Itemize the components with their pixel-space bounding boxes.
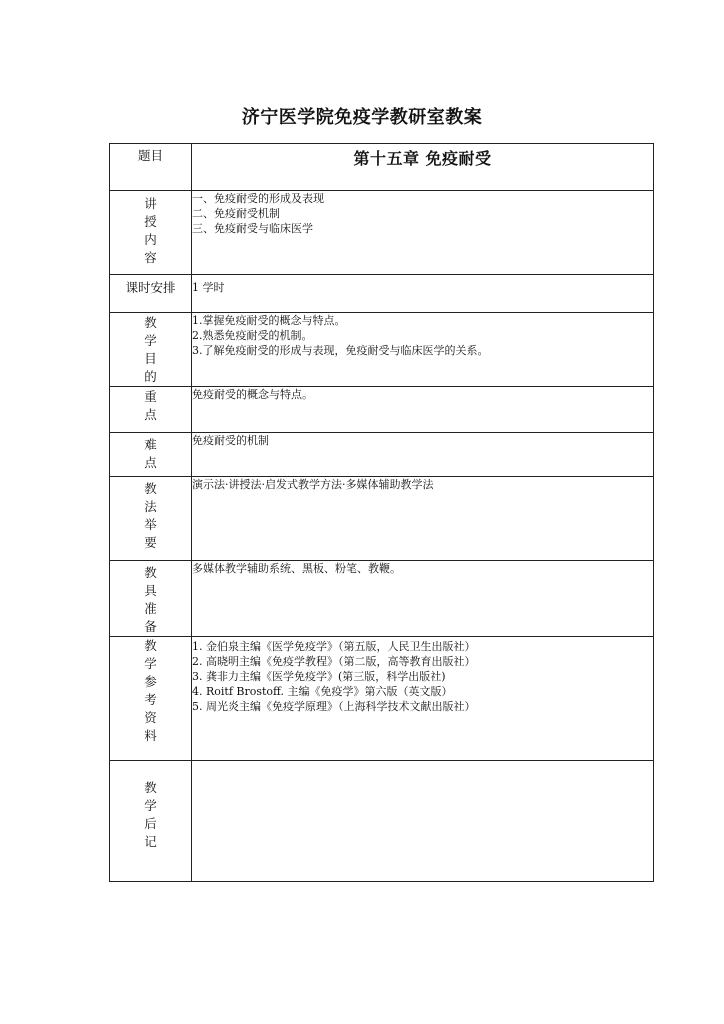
difficult-label-char: 难: [144, 437, 157, 452]
row-tools: [110, 561, 654, 637]
tools-value: 多媒体教学辅助系统、黑板、粉笔、教鞭。: [192, 562, 401, 575]
notes-label-char: 教: [144, 780, 157, 795]
objectives-label-char: 教: [144, 315, 157, 330]
tools-value-cell: [192, 561, 654, 637]
references-value-cell: [192, 637, 654, 761]
reference-line: 1. 金伯泉主编《医学免疫学》（第五版，人民卫生出版社）: [192, 640, 476, 653]
key-value-cell: [192, 387, 654, 433]
content-line: 一、免疫耐受的形成及表现: [192, 192, 324, 205]
topic-label: 题目: [137, 148, 163, 163]
row-content: [110, 191, 654, 275]
difficult-value-cell: [192, 433, 654, 477]
hours-value-cell: [192, 275, 654, 313]
references-label-char: 学: [144, 656, 157, 671]
chapter-title: 第十五章 免疫耐受: [353, 149, 492, 168]
references-label-char: 资: [144, 710, 157, 725]
row-hours: [110, 275, 654, 313]
objective-line: 1.掌握免疫耐受的概念与特点。: [192, 314, 346, 327]
row-objectives: [110, 313, 654, 387]
objective-line: 3.了解免疫耐受的形成与表现，免疫耐受与临床医学的关系。: [192, 344, 489, 357]
hours-label-cell: [110, 275, 192, 313]
content-label-char: 讲: [144, 196, 157, 211]
content-line: 二、免疫耐受机制: [192, 207, 280, 220]
objectives-label-char: 的: [144, 369, 157, 384]
references-label-char: 料: [144, 728, 157, 743]
content-line: 三、免疫耐受与临床医学: [192, 222, 313, 235]
methods-value-cell: [192, 477, 654, 561]
reference-line: 2. 高晓明主编《免疫学教程》（第二版，高等教育出版社）: [192, 655, 476, 668]
references-label-char: 教: [144, 638, 157, 653]
topic-value-cell: [192, 144, 654, 191]
hours-value: 1 学时: [192, 281, 225, 294]
reference-line: 5. 周光炎主编《免疫学原理》（上海科学技术文献出版社）: [192, 700, 476, 713]
row-topic: [110, 144, 654, 191]
row-methods: [110, 477, 654, 561]
tools-label-char: 具: [144, 583, 157, 598]
reference-line: 4. Roitf Brostoff. 主编《免疫学》第六版（英文版）: [192, 685, 453, 698]
tools-label-char: 备: [144, 619, 157, 634]
tools-label-cell: [110, 561, 192, 637]
references-label-char: 考: [144, 692, 157, 707]
hours-label: 课时安排: [125, 280, 176, 295]
row-key-points: [110, 387, 654, 433]
lesson-plan-table: [109, 143, 654, 882]
row-notes: [110, 761, 654, 882]
content-label-char: 授: [144, 214, 157, 229]
methods-label-char: 要: [144, 535, 157, 550]
objective-line: 2.熟悉免疫耐受的机制。: [192, 329, 313, 342]
document-title: 济宁医学院免疫学教研室教案: [241, 107, 483, 128]
difficult-label-char: 点: [144, 455, 157, 470]
content-label-char: 内: [144, 232, 157, 247]
references-label-char: 参: [144, 674, 157, 689]
objectives-label-cell: [110, 313, 192, 387]
methods-label-char: 法: [144, 499, 157, 514]
methods-label-char: 举: [144, 517, 157, 532]
reference-line: 3. 龚非力主编《医学免疫学》(第三版，科学出版社): [192, 670, 446, 683]
methods-value: 演示法·讲授法·启发式教学方法·多媒体辅助教学法: [192, 478, 434, 491]
key-label-char: 点: [144, 407, 157, 422]
tools-label-char: 准: [144, 601, 157, 616]
content-label-cell: [110, 191, 192, 275]
objectives-label-char: 目: [144, 351, 157, 366]
tools-label-char: 教: [144, 565, 157, 580]
methods-label-cell: [110, 477, 192, 561]
objectives-label-char: 学: [144, 333, 157, 348]
notes-label-char: 学: [144, 798, 157, 813]
topic-label-cell: [110, 144, 192, 191]
key-label-cell: [110, 387, 192, 433]
references-label-cell: [110, 637, 192, 761]
row-references: [110, 637, 654, 761]
notes-label-char: 记: [144, 834, 157, 849]
notes-value-cell: [192, 761, 654, 882]
notes-label-cell: [110, 761, 192, 882]
content-value-cell: [192, 191, 654, 275]
methods-label-char: 教: [144, 481, 157, 496]
difficult-label-cell: [110, 433, 192, 477]
difficult-value: 免疫耐受的机制: [192, 434, 269, 447]
row-difficult-points: [110, 433, 654, 477]
key-label-char: 重: [144, 389, 157, 404]
notes-label-char: 后: [144, 816, 157, 831]
key-value: 免疫耐受的概念与特点。: [192, 388, 313, 401]
content-label-char: 容: [144, 250, 157, 265]
objectives-value-cell: [192, 313, 654, 387]
